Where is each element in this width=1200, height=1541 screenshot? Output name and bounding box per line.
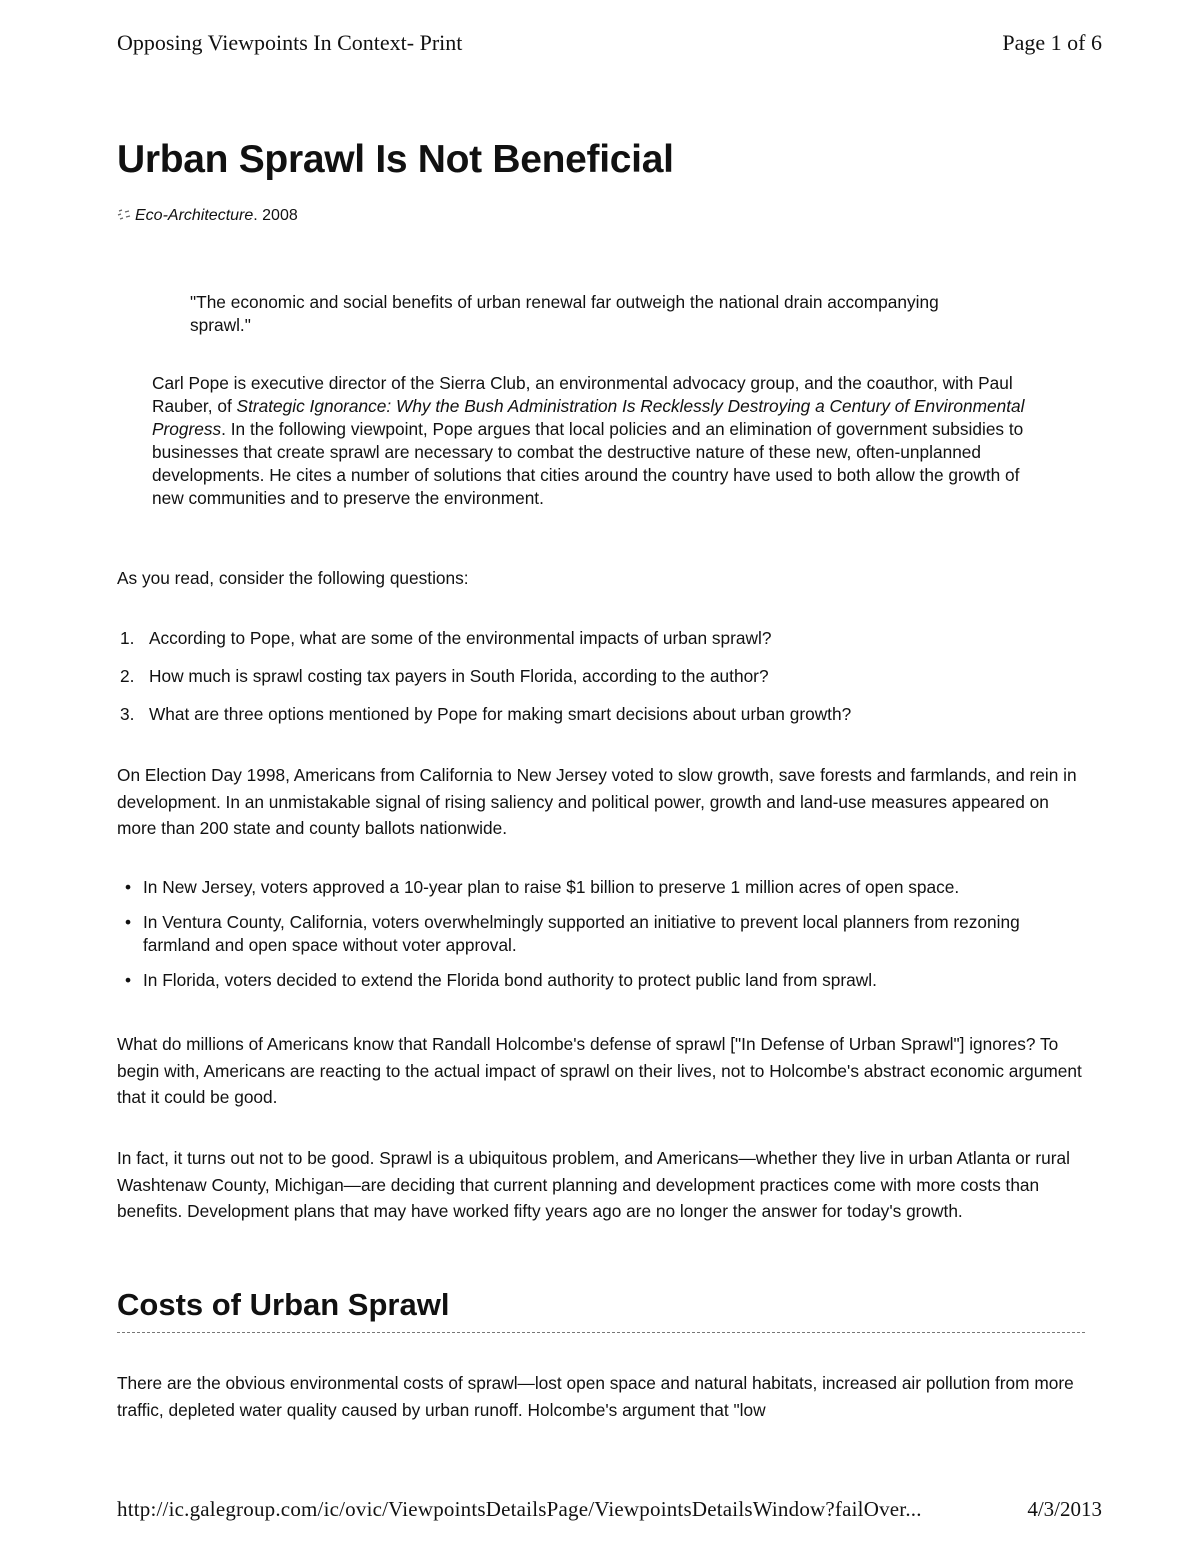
book-title: Strategic Ignorance: Why the Bush Administration Is Recklessly Destroying a Century of Environmental Progress bbox=[152, 396, 1025, 439]
list-item bbox=[117, 876, 1077, 899]
question-number: 3. bbox=[120, 704, 135, 724]
paragraph-environmental-costs: There are the obvious environmental costs of sprawl—lost open space and natural habitats, increased air pollution from more traffic, depleted water quality caused by urban runoff. Holcombe's argument that "low bbox=[117, 1373, 1074, 1420]
pull-quote: "The economic and social benefits of urban renewal far outweigh the national drain accompanying sprawl." bbox=[190, 292, 939, 335]
print-header-title: Opposing Viewpoints In Context- Print bbox=[117, 30, 463, 55]
question-number: 1. bbox=[120, 628, 135, 648]
bullet-icon: • bbox=[125, 912, 132, 932]
list-item bbox=[117, 911, 1077, 957]
paragraph-election-day: On Election Day 1998, Americans from California to New Jersey voted to slow growth, save forests and farmlands, and rein in development. In an unmistakable signal of rising saliency and political power, growth and land-use measures appeared on more than 200 state and county ballots nationwide. bbox=[117, 765, 1077, 838]
question-item bbox=[117, 703, 851, 741]
author-introduction bbox=[152, 372, 1052, 510]
paragraph-holcombe: What do millions of Americans know that Randall Holcombe's defense of sprawl ["In Defense of Urban Sprawl"] ignores? To begin with, Americans are reacting to the actual impact of sprawl on their lives, not to Holcombe's abstract economic argument that it could be good. bbox=[117, 1034, 1082, 1107]
source-publication: Eco-Architecture bbox=[135, 207, 254, 224]
section-divider bbox=[117, 1332, 1085, 1333]
list-item-text: In New Jersey, voters approved a 10-year plan to raise $1 billion to preserve 1 million acres of open space. bbox=[143, 877, 960, 897]
bullet-icon: • bbox=[125, 877, 132, 897]
source-year: . 2008 bbox=[253, 207, 298, 224]
question-text: According to Pope, what are some of the environmental impacts of urban sprawl? bbox=[149, 628, 772, 648]
article-title: Urban Sprawl Is Not Beneficial bbox=[117, 138, 674, 181]
paragraph-not-good: In fact, it turns out not to be good. Sprawl is a ubiquitous problem, and Americans—whether they live in urban Atlanta or rural Washtenaw County, Michigan—are deciding that current planning and development practices come with more costs than benefits. Development plans that may have worked fifty years ago are no longer the answer for today's growth. bbox=[117, 1148, 1070, 1221]
page-number: Page 1 of 6 bbox=[1002, 30, 1102, 55]
list-item-text: In Ventura County, California, voters overwhelmingly supported an initiative to prevent local planners from rezoning farmland and open space without voter approval. bbox=[143, 912, 1020, 955]
intro-text-start: Carl Pope is executive director of the Sierra Club, an environmental advocacy group, and the coauthor, with Paul Rauber, of bbox=[152, 373, 1013, 416]
questions-list bbox=[117, 627, 851, 741]
footer-date: 4/3/2013 bbox=[1027, 1497, 1102, 1521]
list-item-text: In Florida, voters decided to extend the Florida bond authority to protect public land from sprawl. bbox=[143, 970, 877, 990]
section-heading: Costs of Urban Sprawl bbox=[117, 1287, 450, 1322]
document-icon bbox=[117, 209, 131, 221]
question-text: What are three options mentioned by Pope for making smart decisions about urban growth? bbox=[149, 704, 852, 724]
article-source bbox=[117, 207, 298, 225]
question-number: 2. bbox=[120, 666, 135, 686]
intro-text-end: . In the following viewpoint, Pope argues that local policies and an elimination of government subsidies to businesses that create sprawl are necessary to combat the destructive nature of these new, often-unplanned developments. He cites a number of solutions that cities around the country have used to both allow the growth of new communities and to preserve the environment. bbox=[152, 419, 1024, 508]
question-text: How much is sprawl costing tax payers in South Florida, according to the author? bbox=[149, 666, 769, 686]
question-item bbox=[117, 665, 851, 703]
questions-lead: As you read, consider the following questions: bbox=[117, 568, 469, 588]
question-item bbox=[117, 627, 851, 665]
bullet-icon: • bbox=[125, 970, 132, 990]
list-item bbox=[117, 969, 1077, 992]
ballot-measures-list bbox=[117, 876, 1077, 1004]
footer-url: http://ic.galegroup.com/ic/ovic/ViewpointsDetailsPage/ViewpointsDetailsWindow?failOver... bbox=[117, 1497, 922, 1521]
